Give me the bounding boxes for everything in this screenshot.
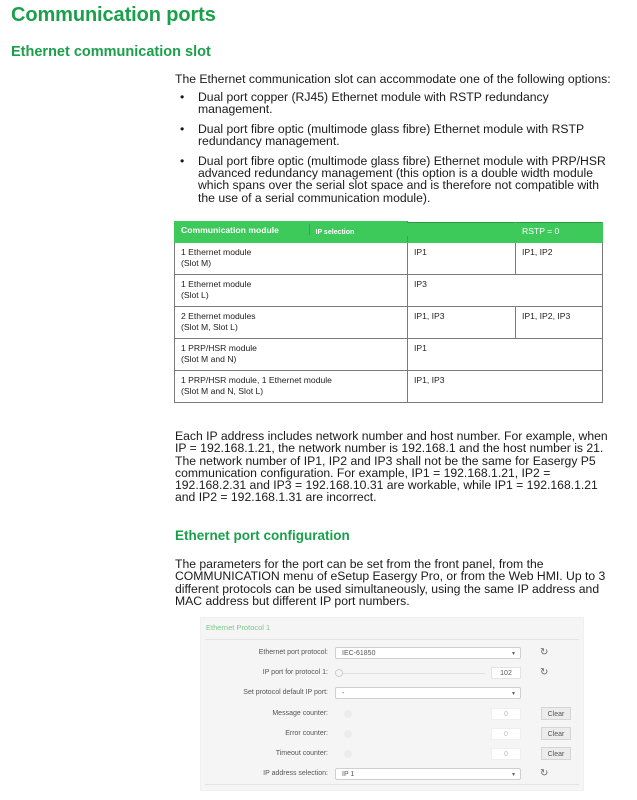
field-default-ip-port (201, 686, 583, 702)
field-label: Ethernet port protocol: (258, 649, 328, 656)
divider (205, 784, 579, 785)
counter-indicator (344, 730, 352, 738)
list-item: • Dual port fibre optic (multimode glass fibre) Ethernet module with RSTP redundancy management. (180, 121, 584, 149)
list-item: • Dual port copper (RJ45) Ethernet module with RSTP redundancy management. (180, 90, 549, 117)
field-label: Set protocol default IP port: (243, 689, 328, 696)
chevron-down-icon: ▾ (511, 772, 515, 778)
ip-address-select[interactable]: IP 1 ▾ (335, 768, 521, 780)
clear-error-counter-button[interactable]: Clear (541, 727, 571, 740)
cell-module: 2 Ethernet modules (Slot M, Slot L) (175, 306, 408, 338)
field-label: Error counter: (285, 730, 328, 737)
table-row (175, 306, 603, 338)
ip-port-input[interactable]: 102 (491, 667, 521, 679)
clear-timeout-counter-button[interactable]: Clear (541, 747, 571, 760)
ethernet-protocol-screenshot (200, 617, 584, 791)
intro-text: The Ethernet communication slot can accommodate one of the following options: (175, 72, 611, 86)
message-counter-value: 0 (491, 708, 521, 720)
cell-ip: IP1, IP3 (408, 370, 603, 402)
field-timeout-counter (201, 747, 583, 763)
field-label: IP address selection: (263, 770, 328, 777)
panel-title: Ethernet Protocol 1 (206, 623, 271, 632)
cell-module: 1 PRP/HSR module, 1 Ethernet module (Slot M and N, Slot L) (175, 370, 408, 402)
bullet-icon: • (180, 121, 185, 136)
field-ip-address-selection (201, 767, 583, 783)
section-heading-ethernet-slot: Ethernet communication slot (11, 44, 211, 60)
table-row (175, 242, 603, 274)
reset-icon[interactable]: ↻ (540, 667, 549, 678)
table-row (175, 274, 603, 306)
cell-rstp1: IP1 (408, 242, 516, 274)
ip-port-slider-track[interactable] (335, 673, 485, 674)
ip-selection-table (174, 221, 603, 403)
field-ip-port (201, 666, 583, 682)
cell-ip: IP1 (408, 338, 603, 370)
counter-indicator (344, 750, 352, 758)
bullet-icon: • (180, 90, 185, 104)
protocol-select[interactable]: IEC-61850 ▾ (335, 647, 521, 659)
clear-message-counter-button[interactable]: Clear (541, 707, 571, 720)
header-rstp-0: RSTP = 0 (516, 222, 603, 242)
section-heading-port-config: Ethernet port configuration (175, 528, 350, 543)
field-message-counter (201, 707, 583, 723)
options-list (175, 91, 615, 211)
field-label: IP port for protocol 1: (262, 669, 328, 676)
field-error-counter (201, 727, 583, 743)
divider (205, 639, 579, 640)
field-label: Timeout counter: (275, 750, 328, 757)
chevron-down-icon: ▾ (511, 691, 515, 697)
header-communication-module: Communication module (175, 222, 408, 243)
reset-icon[interactable]: ↻ (540, 647, 549, 658)
chevron-down-icon: ▾ (511, 651, 515, 657)
field-label: Message counter: (272, 710, 328, 717)
cell-rstp0: IP1, IP2 (516, 242, 603, 274)
port-config-paragraph: The parameters for the port can be set from the front panel, from the COMMUNICATION menu of eSetup Easergy Pro, or from the Web HMI. Up to 3 different protocols can be used simultaneously, using the same IP address and MAC address but different IP port numbers. (175, 557, 606, 608)
ip-port-slider-handle[interactable] (335, 669, 343, 677)
ip-explanation-paragraph: Each IP address includes network number and host number. For example, when IP = 192.168.1.21, the network number is 192.168.1 and the host number is 21. The network number of IP1, IP2 and IP3 shall not be the same for Easergy P5 communication configuration. For example, IP1 = 192.168.1.21, IP2 = 192.168.2.31 and IP3 = 192.168.10.31 are workable, while IP1 = 192.168.1.21 and IP2 = 192.168.1.31 are incorrect. (175, 429, 608, 505)
error-counter-value: 0 (491, 728, 521, 740)
table-row (175, 370, 603, 402)
field-ethernet-port-protocol (201, 646, 583, 662)
timeout-counter-value: 0 (491, 748, 521, 760)
cell-module: 1 Ethernet module (Slot L) (175, 274, 408, 306)
cell-module: 1 Ethernet module (Slot M) (175, 242, 408, 274)
table-row (175, 338, 603, 370)
header-ip-selection: IP selection (309, 223, 495, 236)
cell-module: 1 PRP/HSR module (Slot M and N) (175, 338, 408, 370)
reset-icon[interactable]: ↻ (540, 768, 549, 779)
counter-indicator (344, 710, 352, 718)
page-title: Communication ports (11, 4, 216, 26)
default-port-select[interactable]: - ▾ (335, 687, 521, 699)
cell-rstp1: IP1, IP3 (408, 306, 516, 338)
list-item: • Dual port fibre optic (multimode glass fibre) Ethernet module with PRP/HSR advanced redundancy management (this option is a double width module which spans over the serial slot space and is therefore not compatible with the use of a serial communication module). (180, 153, 606, 205)
cell-rstp0: IP1, IP2, IP3 (516, 306, 603, 338)
cell-ip: IP3 (408, 274, 603, 306)
bullet-icon: • (180, 153, 185, 168)
